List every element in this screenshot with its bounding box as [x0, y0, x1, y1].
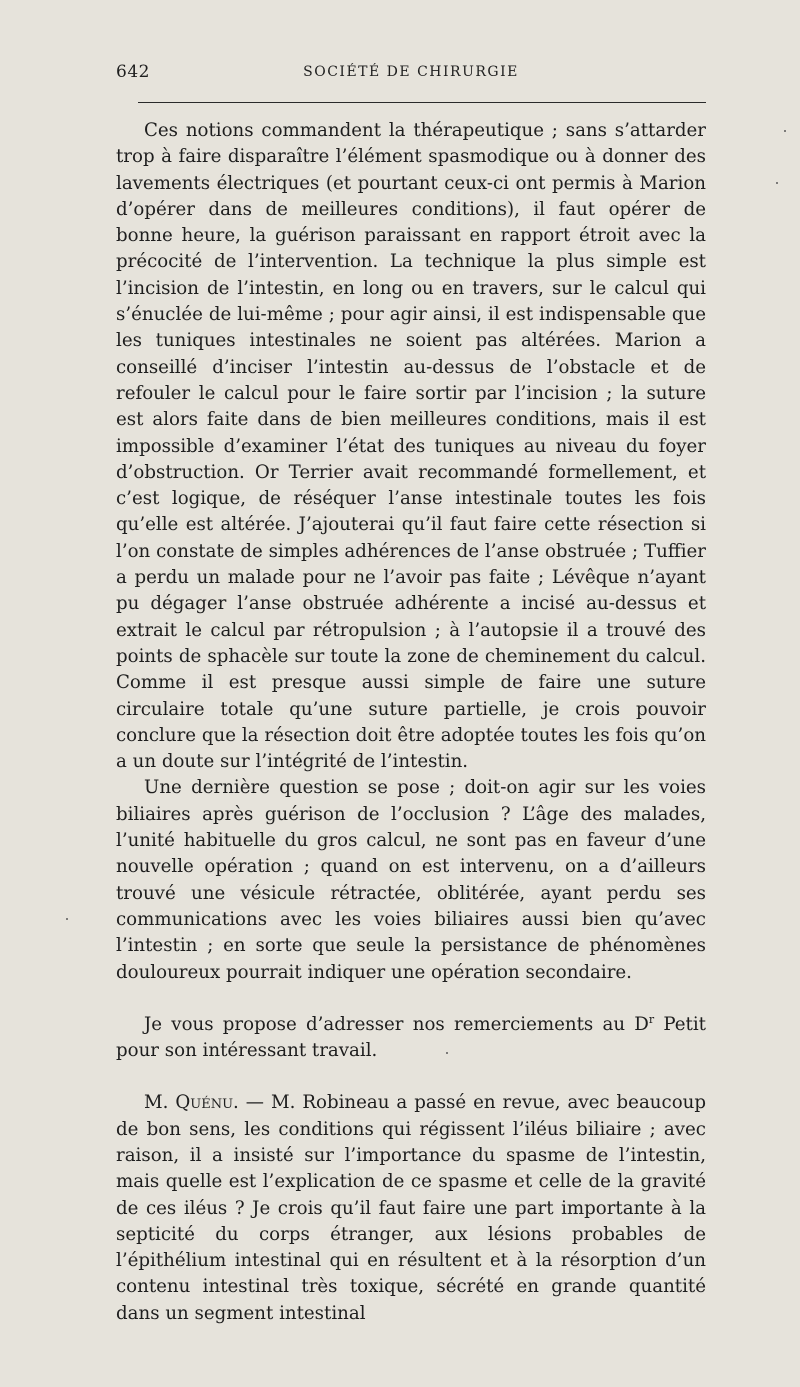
quenu-text: — M. Robineau a passé en revue, avec beaucoup de bon sens, les conditions qui régissent l’iléus biliaire ; avec raison, il a insisté sur l’importance du spasme de l’intestin, mais quelle est l’explication de ce spasme et celle de la gravité de ces iléus ? Je crois qu’il faut faire une part importante à la septicité du corps étranger, aux lésions probables de l’épithélium intestinal qui en résultent et à la résorption d’un contenu intestinal très toxique, sécrété en grande quantité dans un segment intestinal [116, 1092, 706, 1324]
paragraph-remerciements [116, 1012, 706, 1065]
page-header [116, 62, 706, 88]
remerciements-text-end: Petit pour son intéressant travail. [116, 1013, 706, 1062]
paper-speck [446, 1052, 448, 1054]
doctor-abbrev-sup: r [648, 1012, 655, 1026]
paragraph-spacer [116, 986, 706, 1012]
paper-speck [776, 182, 778, 184]
page-number: 642 [116, 62, 150, 82]
paragraph-therapeutique: Ces notions commandent la thérapeutique ; sans s’attarder trop à faire disparaître l’élément spasmodique ou à donner des lavements électriques (et pourtant ceux-ci ont permis à Marion d’opérer dans de meilleures conditions), il faut opérer de bonne heure, la guérison paraissant en rapport étroit avec la précocité de l’intervention. La technique la plus simple est l’incision de l’intestin, en long ou en travers, sur le calcul qui s’énuclée de lui-même ; pour agir ainsi, il est indispensable que les tuniques intestinales ne soient pas altérées. Marion a conseillé d’inciser l’intestin au-dessus de l’obstacle et de refouler le calcul pour le faire sortir par l’incision ; la suture est alors faite dans de bien meilleures conditions, mais il est impossible d’examiner l’état des tuniques au niveau du foyer d’obstruction. Or Terrier avait recommandé formellement, et c’est logique, de réséquer l’anse intestinale toutes les fois qu’elle est altérée. J’ajouterai qu’il faut faire cette résection si l’on constate de simples adhérences de l’anse obstruée ; Tuffier a perdu un malade pour ne l’avoir pas faite ; Lévêque n’ayant pu dégager l’anse obstruée adhérente a incisé au-dessus et extrait le calcul par rétropulsion ; à l’autopsie il a trouvé des points de sphacèle sur toute la zone de cheminement du calcul. Comme il est presque aussi simple de faire une suture circulaire totale qu’une suture partielle, je crois pouvoir conclure que la résection doit être adoptée toutes les fois qu’on a un doute sur l’intégrité de l’intestin. [116, 120, 706, 773]
header-rule [138, 102, 706, 103]
remerciements-text: Je vous propose d’adresser nos remerciements au D [144, 1013, 649, 1035]
paragraph-voies-biliaires: Une dernière question se pose ; doit-on agir sur les voies biliaires après guérison de l’occlusion ? L’âge des malades, l’unité habituelle du gros calcul, ne sont pas en faveur d’une nouvelle opération ; quand on est intervenu, on a d’ailleurs trouvé une vésicule rétractée, oblitérée, ayant perdu ses communications avec les voies biliaires aussi bien qu’avec l’intestin ; en sorte que seule la persistance de phénomènes douloureux pourrait indiquer une opération secondaire. [116, 777, 706, 983]
body-text [116, 118, 706, 1327]
paragraph-quenu [116, 1090, 706, 1327]
paper-speck [784, 130, 786, 132]
speaker-name: M. Quénu. [144, 1092, 239, 1114]
paper-speck [66, 918, 68, 920]
running-head: SOCIÉTÉ DE CHIRURGIE [303, 64, 519, 80]
paragraph-spacer [116, 1064, 706, 1090]
